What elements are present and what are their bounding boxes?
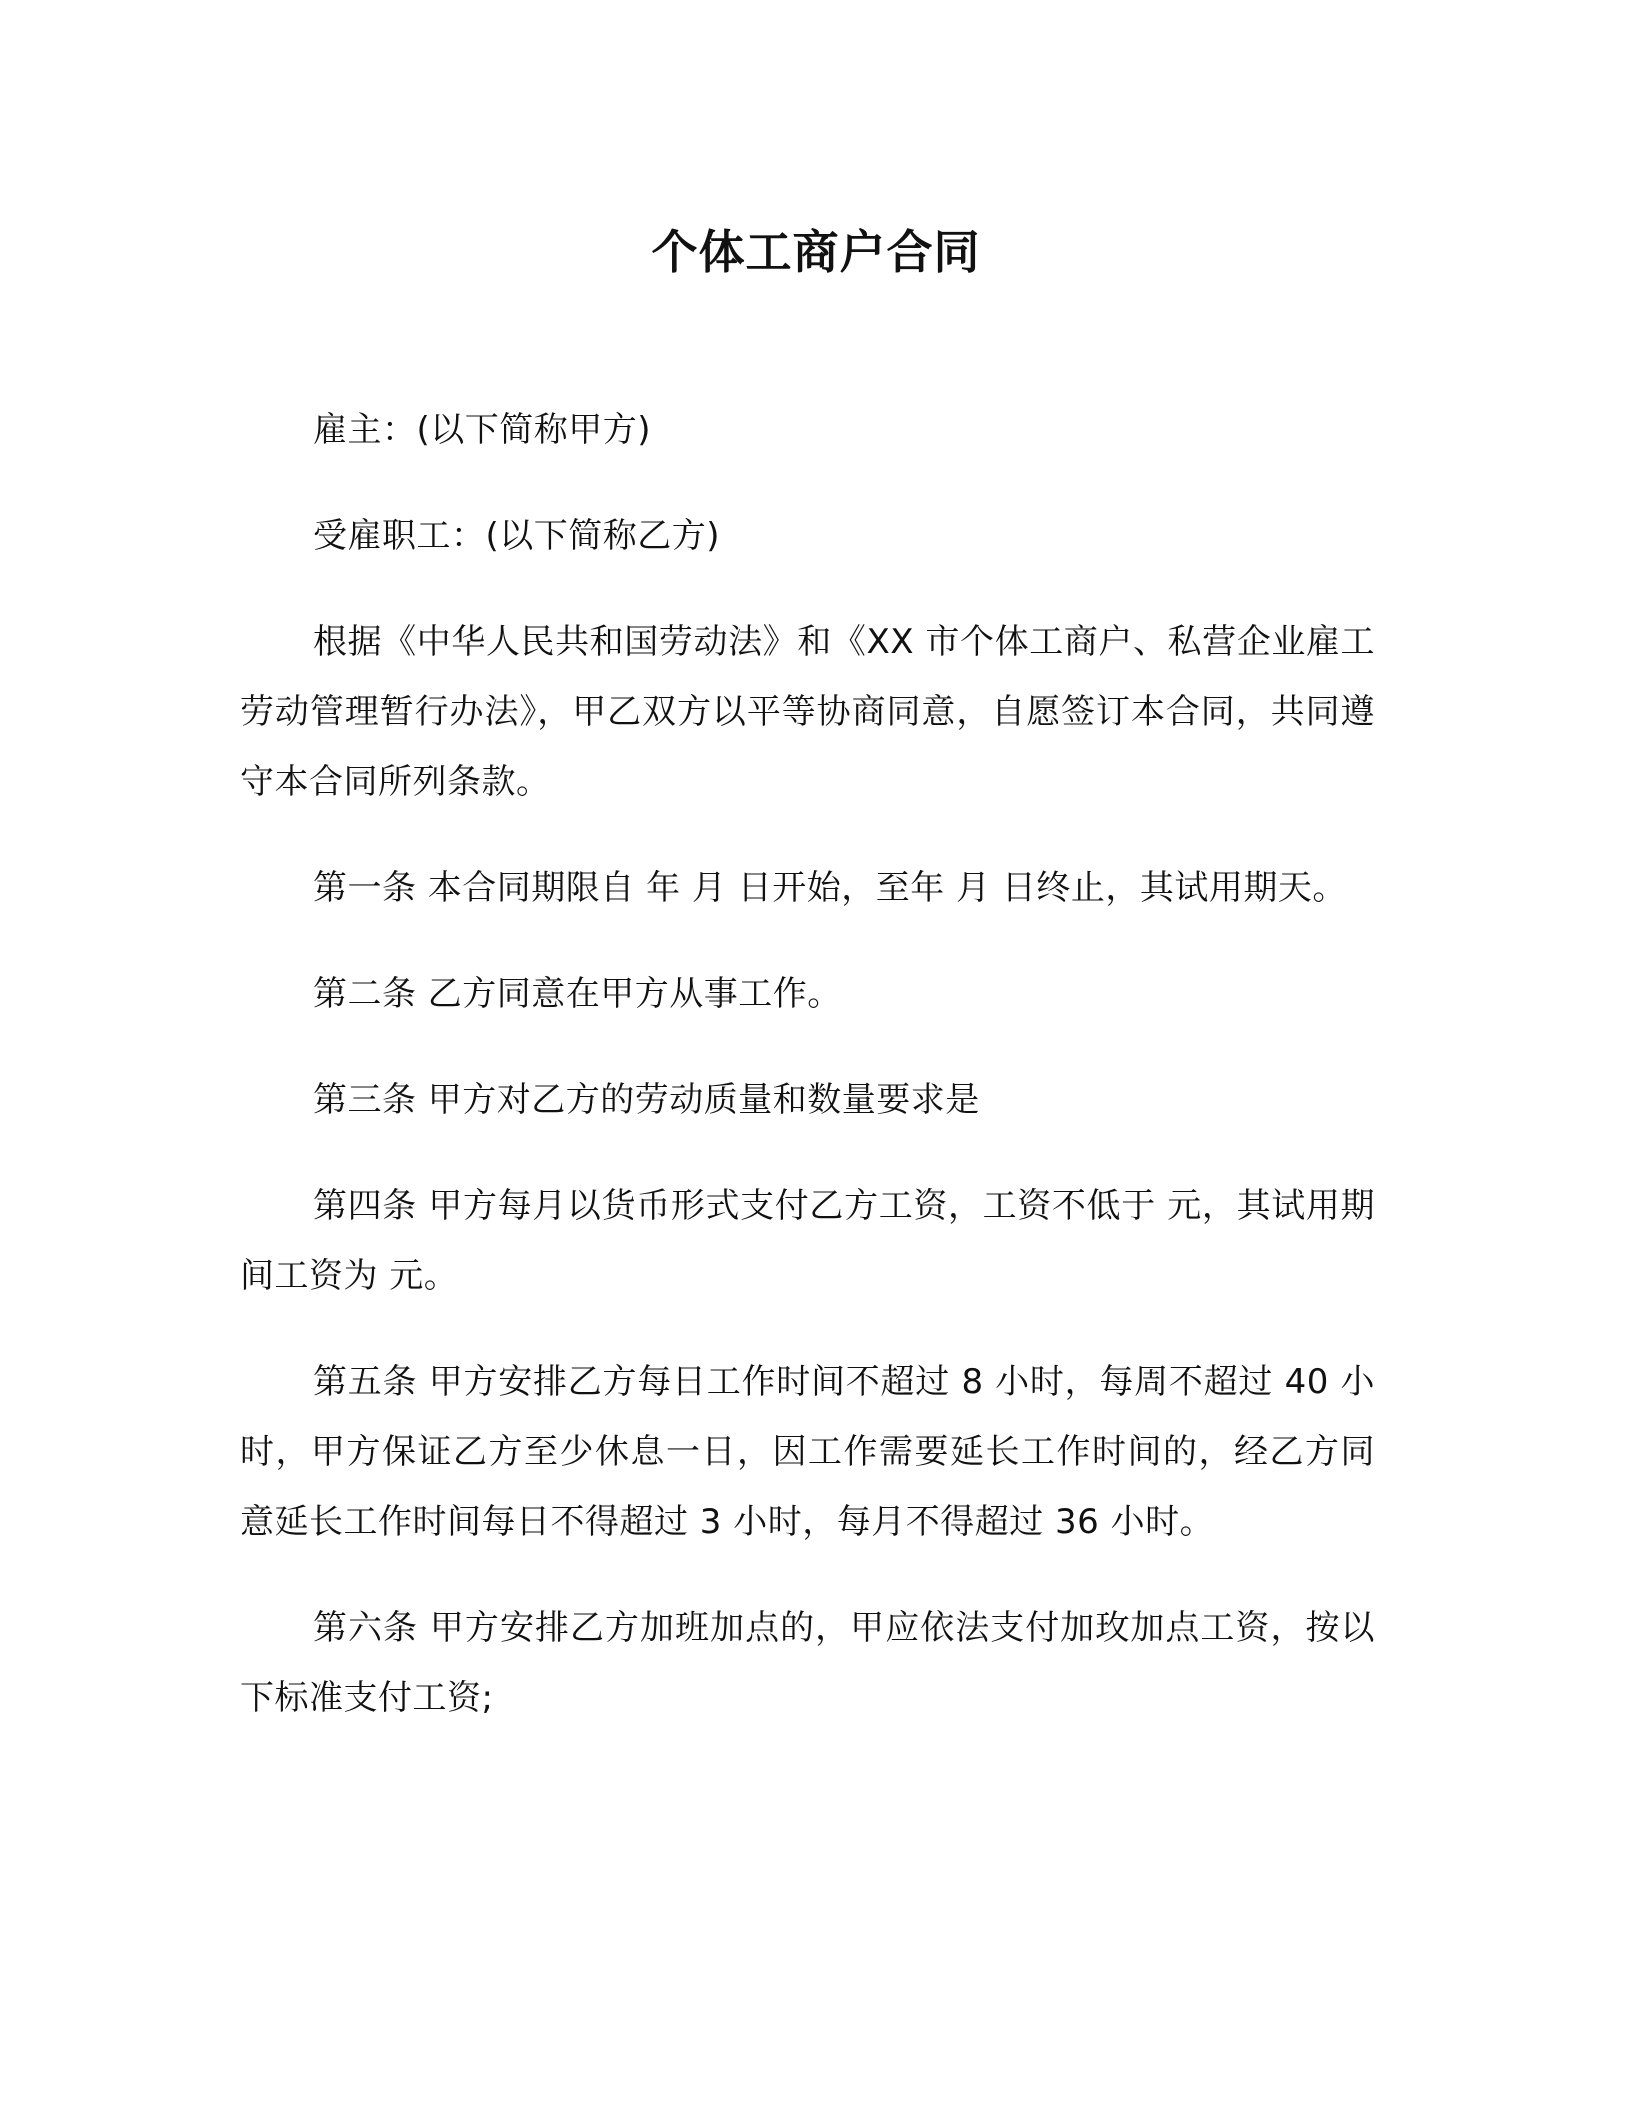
article-1: 第一条 本合同期限自 年 月 日开始，至年 月 日终止，其试用期天。	[313, 868, 1347, 908]
article-5: 第五条 甲方安排乙方每日工作时间不超过 8 小时，每周不超过 40 小时，甲方保证乙方至少休息一日，因工作需要延长工作时间的，经乙方同意延长工作时间每日不得超过 3 小时，每月不得超过 36 小时。	[240, 1362, 1375, 1542]
paragraph-preamble: 根据《中华人民共和国劳动法》和《XX 市个体工商户、私营企业雇工劳动管理暂行办法》，甲乙双方以平等协商同意，自愿签订本合同，共同遵守本合同所列条款。	[240, 622, 1375, 802]
article-3: 第三条 甲方对乙方的劳动质量和数量要求是	[313, 1080, 980, 1120]
document-body	[240, 395, 1375, 1733]
article-2: 第二条 乙方同意在甲方从事工作。	[313, 974, 842, 1014]
paragraph-employer: 雇主：(以下简称甲方)	[313, 410, 652, 450]
paragraph-employee: 受雇职工：(以下简称乙方)	[313, 516, 721, 556]
document-title: 个体工商户合同	[651, 225, 981, 279]
article-4: 第四条 甲方每月以货币形式支付乙方工资，工资不低于 元，其试用期间工资为 元。	[240, 1186, 1375, 1296]
article-6: 第六条 甲方安排乙方加班加点的，甲应依法支付加玫加点工资，按以下标准支付工资;	[240, 1608, 1375, 1718]
